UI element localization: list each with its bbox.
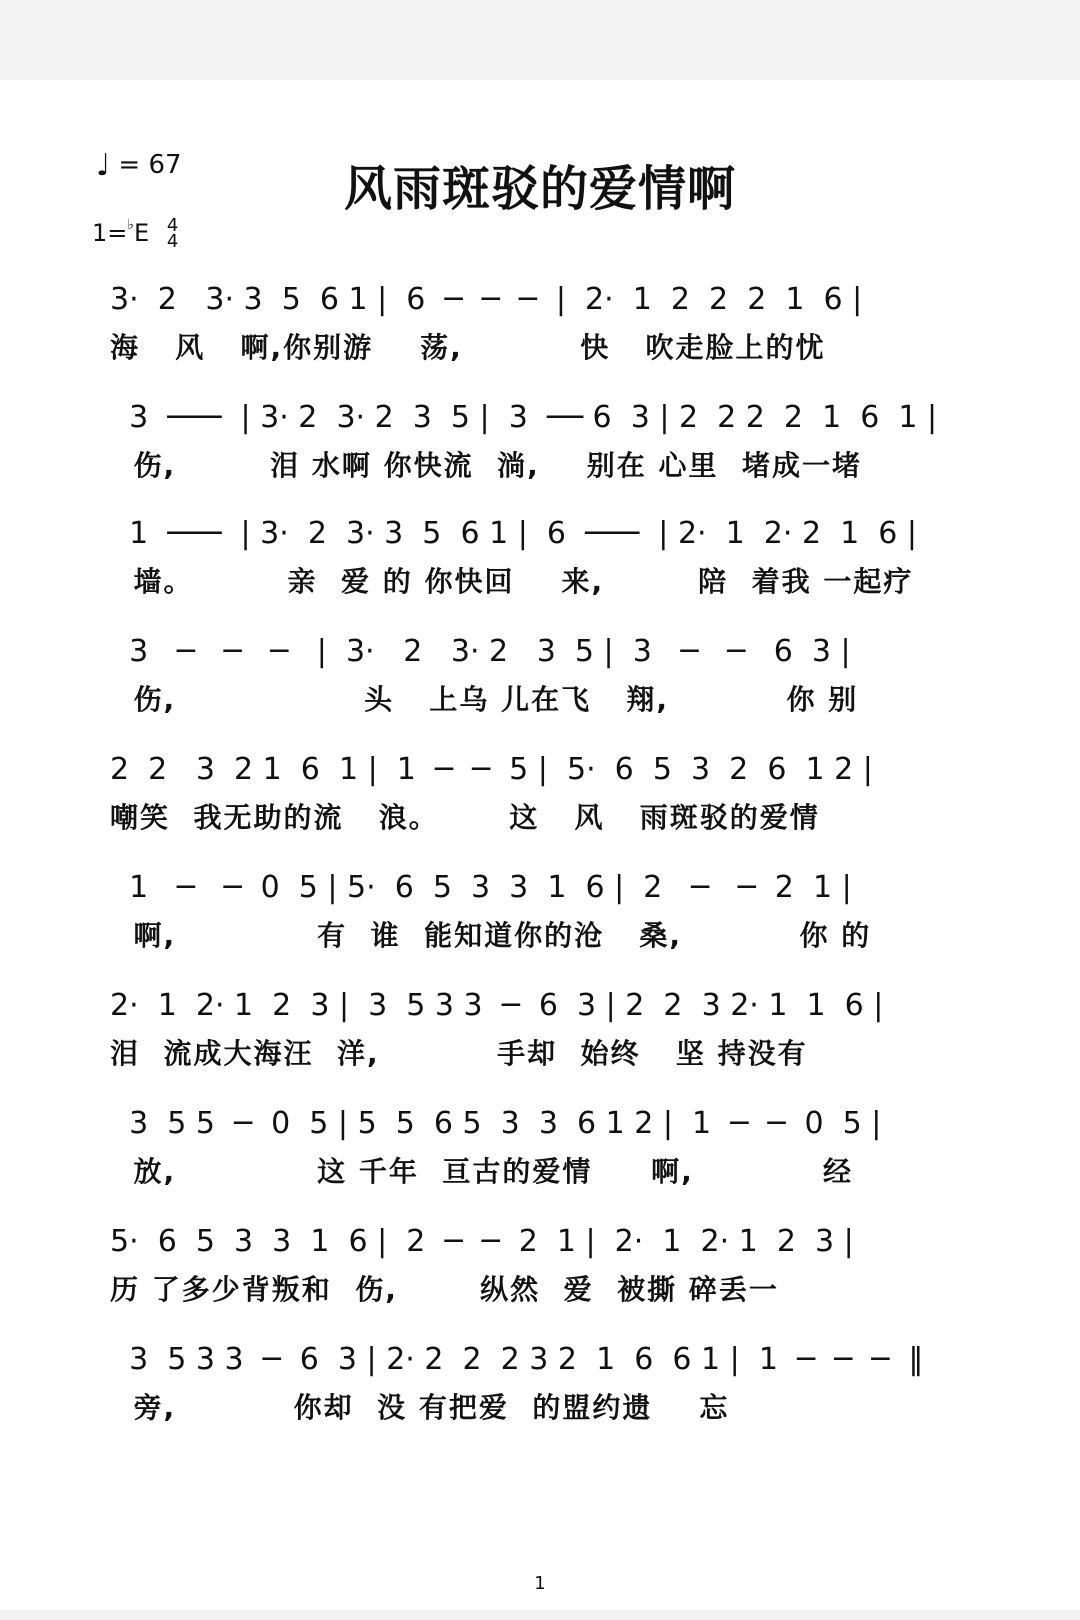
lyrics-line: 泪 流成大海汪 洋, 手却 始终 坚 持没有 (110, 1037, 808, 1070)
tempo-value: = 67 (118, 150, 182, 180)
key-signature: 1=♭E 4 4 (92, 215, 179, 252)
score-system-8 (0, 1106, 1080, 1226)
jianpu-notes: 2· 1 2· 1 2 3 | 3 5 3 3 ─ 6 3 | 2 2 3 2· 1 1 6 | (110, 988, 884, 1023)
lyrics-line: 旁, 你却 没 有把爱 的盟约遗 忘 (110, 1391, 730, 1424)
lyrics-line: 放, 这 千年 亘古的爱情 啊, 经 (110, 1155, 853, 1188)
score-system-9 (0, 1224, 1080, 1344)
jianpu-notes: 3· 2 3· 3 5 6 1 | 6 ─ ─ ─ | 2· 1 2 2 2 1 6 | (110, 282, 863, 317)
jianpu-notes: 3 5 3 3 ─ 6 3 | 2· 2 2 2 3 2 1 6 6 1 | 1 ─ ─ ─ ‖ (110, 1342, 924, 1377)
lyrics-line: 伤, 泪 水啊 你快流 淌, 别在 心里 堵成一堵 (110, 449, 862, 482)
lyrics-line: 历 了多少背叛和 伤, 纵然 爱 被撕 碎丢一 (110, 1273, 779, 1306)
jianpu-notes: 5· 6 5 3 3 1 6 | 2 ─ ─ 2 1 | 2· 1 2· 1 2 3 | (110, 1224, 854, 1259)
jianpu-notes: 1 ─ ─ 0 5 | 5· 6 5 3 3 1 6 | 2 ─ ─ 2 1 | (110, 870, 852, 905)
score-system-5 (0, 752, 1080, 872)
score-system-3 (0, 516, 1080, 636)
lyrics-line: 嘲笑 我无助的流 浪。 这 风 雨斑驳的爱情 (110, 801, 820, 834)
score-system-10 (0, 1342, 1080, 1462)
jianpu-notes: 3 ─── | 3· 2 3· 2 3 5 | 3 ── 6 3 | 2 2 2 2 1 6 1 | (110, 400, 938, 435)
lyrics-line: 啊, 有 谁 能知道你的沧 桑, 你 的 (110, 919, 872, 952)
score-system-6 (0, 870, 1080, 990)
song-title: 风雨斑驳的爱情啊 (343, 161, 736, 217)
score-system-1 (0, 282, 1080, 402)
jianpu-notes: 1 ─── | 3· 2 3· 3 5 6 1 | 6 ─── | 2· 1 2· 2 1 6 | (110, 516, 918, 551)
jianpu-notes: 3 5 5 ─ 0 5 | 5 5 6 5 3 3 6 1 2 | 1 ─ ─ 0 5 | (110, 1106, 882, 1141)
jianpu-notes: 3 ─ ─ ─ | 3· 2 3· 2 3 5 | 3 ─ ─ 6 3 | (110, 634, 851, 669)
jianpu-notes: 2 2 3 2 1 6 1 | 1 ─ ─ 5 | 5· 6 5 3 2 6 1 2 | (110, 752, 873, 787)
lyrics-line: 海 风 啊,你别游 荡, 快 吹走脸上的忧 (110, 331, 826, 364)
time-signature: 4 4 (166, 215, 179, 252)
lyrics-line: 伤, 头 上乌 儿在飞 翔, 你 别 (110, 683, 859, 716)
lyrics-line: 墙。 亲 爱 的 你快回 来, 陪 着我 一起疗 (110, 565, 914, 598)
quarter-note-icon: ♩ (96, 148, 111, 183)
score-system-2 (0, 400, 1080, 520)
flat-sign: ♭ (127, 217, 134, 233)
score-system-7 (0, 988, 1080, 1108)
page-number: 1 (534, 1573, 546, 1594)
score-system-4 (0, 634, 1080, 754)
